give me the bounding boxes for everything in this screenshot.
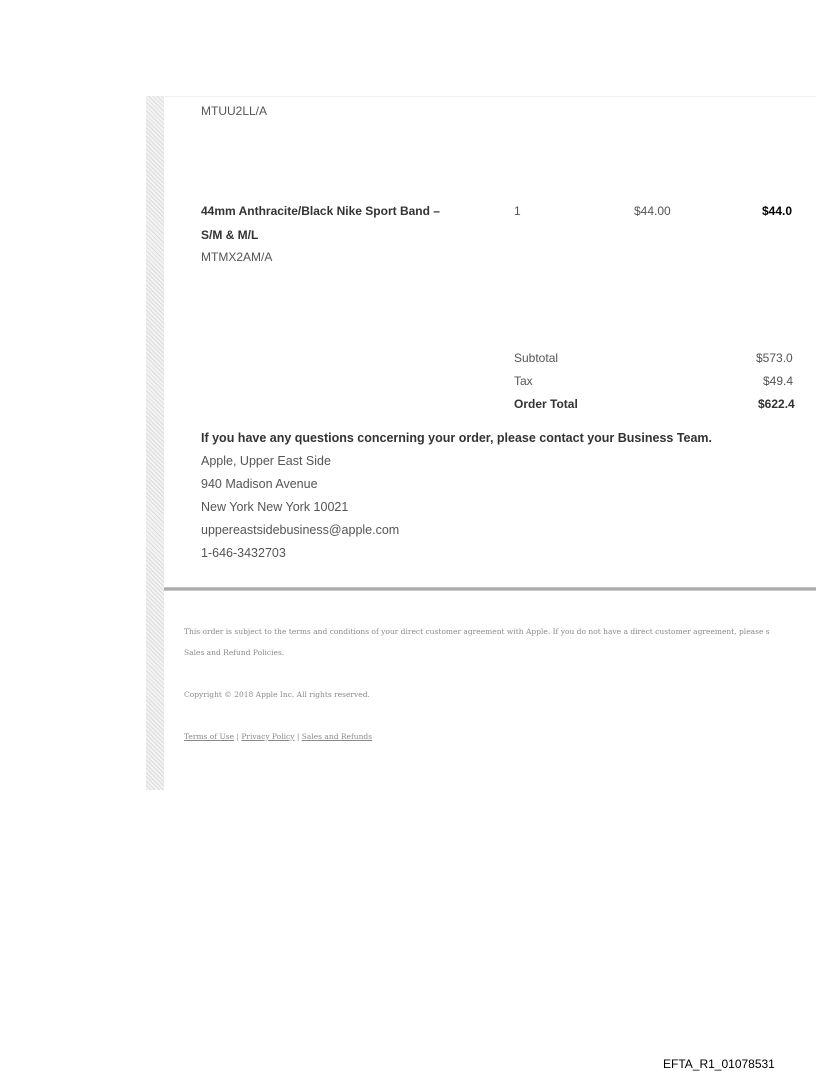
item2-line-total: $44.0 xyxy=(762,204,793,218)
item2-unit-price: $44.00 xyxy=(634,204,671,218)
top-rule xyxy=(164,96,816,97)
contact-email[interactable]: uppereastsidebusiness@apple.com xyxy=(201,523,400,537)
item2-quantity: 1 xyxy=(514,204,521,218)
tax-label: Tax xyxy=(514,374,533,388)
item2-name-line2: S/M & M/L xyxy=(201,228,259,242)
order-total-label: Order Total xyxy=(514,397,578,411)
link-separator: | xyxy=(234,732,242,741)
item2-name-line1: 44mm Anthracite/Black Nike Sport Band – xyxy=(201,204,440,218)
contact-phone[interactable]: 1-646-3432703 xyxy=(201,546,286,560)
order-total-value: $622.4 xyxy=(758,397,795,411)
subtotal-label: Subtotal xyxy=(514,351,559,365)
privacy-policy-link[interactable]: Privacy Policy xyxy=(241,732,295,741)
footer-links xyxy=(184,732,372,741)
document-reference: EFTA_R1_01078531 xyxy=(663,1057,775,1071)
left-margin-pattern xyxy=(146,96,164,790)
subtotal-value: $573.0 xyxy=(756,351,793,365)
sales-refunds-link[interactable]: Sales and Refunds xyxy=(301,732,373,741)
link-separator: | xyxy=(294,732,302,741)
section-divider xyxy=(164,587,816,591)
contact-store-name: Apple, Upper East Side xyxy=(201,454,331,468)
terms-of-use-link[interactable]: Terms of Use xyxy=(184,732,235,741)
item2-part-number: MTMX2AM/A xyxy=(201,250,273,264)
footer-terms-text: This order is subject to the terms and conditions of your direct customer agreement with Apple. If you do not have a direct customer agreement, please s xyxy=(184,627,770,636)
footer-copyright: Copyright © 2018 Apple Inc. All rights reserved. xyxy=(184,690,370,699)
item1-part-number: MTUU2LL/A xyxy=(201,104,268,118)
contact-city: New York New York 10021 xyxy=(201,500,349,514)
contact-street: 940 Madison Avenue xyxy=(201,477,318,491)
contact-heading: If you have any questions concerning your order, please contact your Business Team. xyxy=(201,431,713,445)
tax-value: $49.4 xyxy=(763,374,794,388)
footer-terms-text-2: Sales and Refund Policies. xyxy=(184,648,285,657)
